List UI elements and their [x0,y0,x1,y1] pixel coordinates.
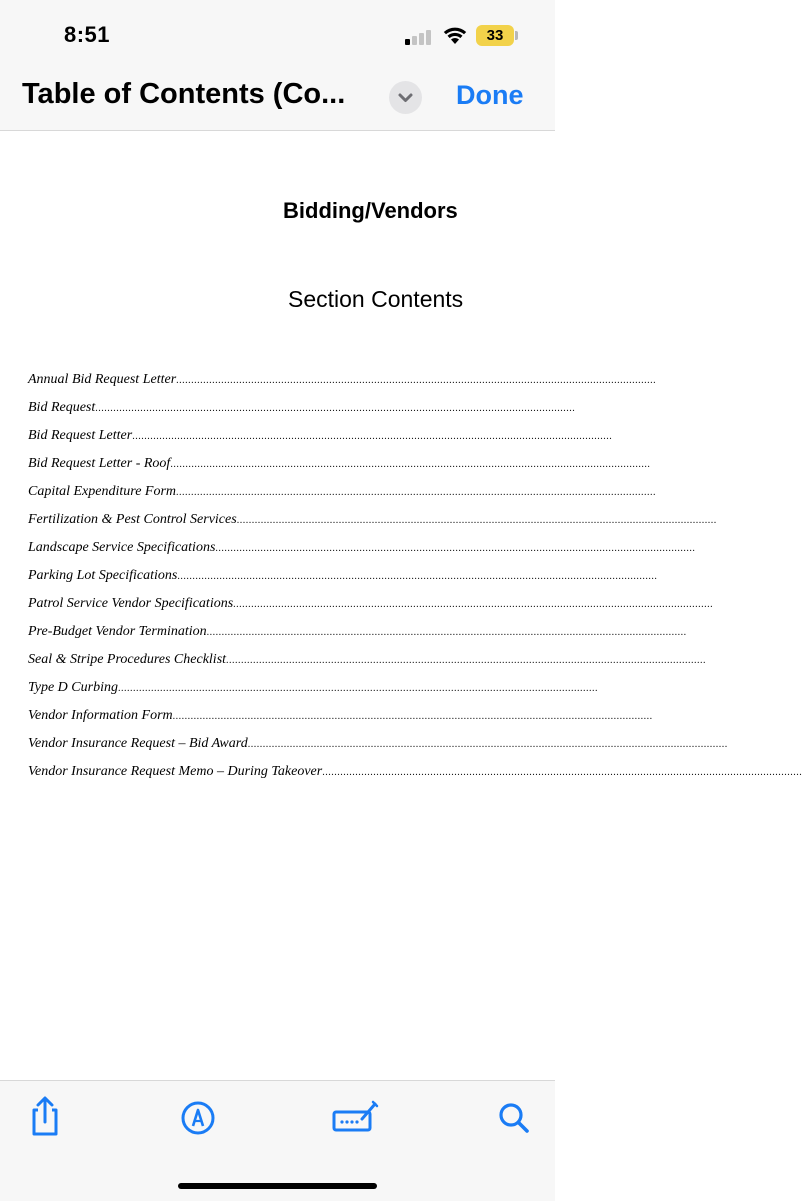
toc-entry-label: Type D Curbing [28,680,118,695]
document-subheading: Section Contents [288,286,464,312]
toc-dot-leader: ................................................................................................................................................................ [132,431,613,442]
battery-cap [515,31,518,40]
toc-dot-leader: ................................................................................................................................................................ [226,655,707,666]
document-heading: Bidding/Vendors [283,198,458,223]
toc-entry-label: Vendor Insurance Request – Bid Award [28,736,248,751]
toc-dot-leader: ................................................................................................................................................................ [95,403,576,414]
toc-dot-leader: ................................................................................................................................................................ [236,515,717,526]
fill-and-sign-button[interactable] [332,1095,380,1137]
toc-entry[interactable] [28,453,651,481]
toc-entry[interactable] [28,369,657,397]
toc-entry-label: Bid Request Letter [28,428,133,443]
title-menu-button[interactable] [389,81,422,114]
toc-dot-leader: ................................................................................................................................................................ [117,683,598,694]
toc-entry[interactable] [28,397,576,425]
toc-dot-leader: ................................................................................................................................................................ [172,711,653,722]
toc-entry-label: Annual Bid Request Letter [28,372,177,387]
status-time: 8:51 [64,22,111,47]
battery-indicator: 33 [476,25,514,46]
share-button[interactable] [25,1095,65,1137]
cellular-signal-icon [405,29,433,45]
search-button[interactable] [495,1095,535,1137]
toc-entry-label: Seal & Stripe Procedures Checklist [28,652,227,667]
toc-entry[interactable] [28,621,687,649]
top-chrome [0,0,555,131]
nav-title: Table of Contents (Co... [22,78,346,110]
toc-entry-label: Vendor Insurance Request Memo – During Takeover [28,764,323,779]
toc-entry-label: Patrol Service Vendor Specifications [28,596,234,611]
toc-dot-leader: ................................................................................................................................................................ [247,739,728,750]
toc-entry-label: Bid Request [28,400,96,415]
toc-entry-label: Pre-Budget Vendor Termination [28,624,207,639]
toc-entry[interactable] [28,537,696,565]
done-button[interactable]: Done [456,80,524,110]
toc-entry[interactable] [28,509,717,537]
toc-entry[interactable] [28,733,728,761]
toc-dot-leader: ................................................................................................................................................................ [233,599,714,610]
chevron-down-icon [389,81,422,114]
toc-entry-label: Landscape Service Specifications [28,540,216,555]
form-fill-icon [332,1095,380,1137]
search-icon [495,1095,535,1137]
toc-dot-leader: ................................................................................................................................................................ [322,767,802,778]
toc-entry[interactable] [28,649,707,677]
toc-entry-label: Capital Expenditure Form [28,484,177,499]
toc-entry[interactable] [28,565,658,593]
share-icon [25,1095,65,1137]
toc-dot-leader: ................................................................................................................................................................ [215,543,696,554]
toc-entry[interactable] [28,705,653,733]
wifi-icon [442,25,468,45]
markup-button[interactable] [178,1095,218,1137]
markup-icon [178,1095,218,1137]
toc-dot-leader: ................................................................................................................................................................ [176,375,657,386]
toc-dot-leader: ................................................................................................................................................................ [176,487,657,498]
toc-entry[interactable] [28,481,657,509]
toc-entry[interactable] [28,593,714,621]
toc-entry-label: Bid Request Letter - Roof [28,456,171,471]
toc-dot-leader: ................................................................................................................................................................ [177,571,658,582]
toc-entry-label: Parking Lot Specifications [28,568,178,583]
toc-entry-label: Vendor Information Form [28,708,173,723]
toc-entry[interactable] [28,677,598,705]
toc-entry[interactable] [28,761,802,789]
toc-dot-leader: ................................................................................................................................................................ [170,459,651,470]
toc-entry[interactable] [28,425,613,453]
home-indicator[interactable] [178,1183,377,1189]
table-of-contents-list [28,369,802,789]
toc-entry-label: Fertilization & Pest Control Services [28,512,237,527]
toc-dot-leader: ................................................................................................................................................................ [206,627,687,638]
